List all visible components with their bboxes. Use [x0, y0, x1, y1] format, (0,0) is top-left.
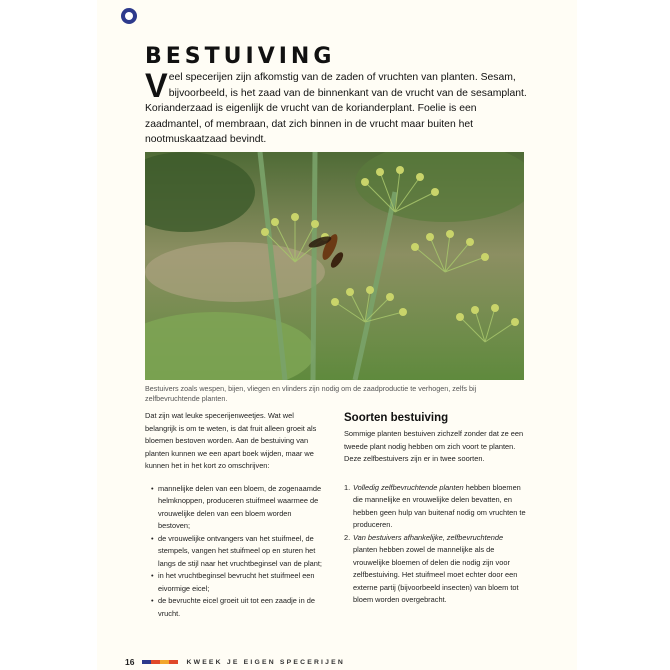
color-swatch — [151, 660, 160, 664]
page-footer — [125, 656, 345, 668]
pollination-types-list — [344, 482, 526, 607]
list-item: • de vrouwelijke ontvangers van het stuifmeel, de stempels, vangen het stuifmeel op en sturen het langs de stijl naar het vruchtbeginsel van de plant; — [151, 533, 325, 571]
item-italic: Van bestuivers afhankelijke, zelfbevruchtende — [353, 532, 504, 542]
running-title: KWEEK JE EIGEN SPECERIJEN — [186, 658, 345, 666]
right-paragraph: Sommige planten bestuiven zichzelf zonder dat ze een tweede plant nodig hebben om zich voort te planten. Deze zelfbestuivers zijn er in twee soorten. — [344, 429, 524, 463]
corner-badge-icon — [121, 8, 137, 24]
pollination-steps-list — [145, 483, 325, 621]
intro-paragraph — [145, 67, 530, 148]
right-column — [344, 410, 526, 607]
page-number: 16 — [125, 657, 135, 667]
color-swatch — [142, 660, 151, 664]
section-heading: Soorten bestuiving — [344, 412, 449, 424]
list-item: • de bevruchte eicel groeit uit tot een zaadje in de vrucht. — [151, 595, 325, 620]
list-item — [344, 482, 526, 532]
dill-photo — [145, 152, 524, 380]
color-bar — [142, 660, 178, 664]
list-item: • mannelijke delen van een bloem, de zogenaamde helmknoppen, produceren stuifmeel waarmee de vrouwelijke delen van een bloem worden bestoven; — [151, 483, 325, 533]
item-italic: Volledig zelfbevruchtende planten — [353, 482, 464, 492]
item-text: hebben bloemen die mannelijke en vrouwelijke delen bevatten, en hebben geen hulp van buitenaf nodig om vruchten te produceren. — [353, 482, 526, 529]
intro-text: eel specerijen zijn afkomstig van de zaden of vruchten van planten. Sesam, bijvoorbeeld, is het zaad van de binnenkant van de vrucht van de sesamplant. Korianderzaad is eigenlijk de vrucht van de korianderplant. Foelie is een zaadmantel, of membraan, dat zich binnen in de vrucht maar buiten het nootmuskaatzaad bevindt. — [145, 72, 527, 145]
color-swatch — [169, 660, 178, 664]
list-item — [344, 532, 526, 607]
color-swatch — [160, 660, 169, 664]
page-title: BESTUIVING — [145, 44, 336, 69]
photo-caption: Bestuivers zoals wespen, bijen, vliegen en vlinders zijn nodig om de zaadproductie te verhogen, zelfs bij zelfbevruchtende planten. — [145, 384, 477, 403]
item-number: 2. — [344, 532, 351, 542]
list-item: • in het vruchtbeginsel bevrucht het stuifmeel een eivormige eicel; — [151, 570, 325, 595]
left-paragraph: Dat zijn wat leuke specerijenweetjes. Wat wel belangrijk is om te weten, is dat fruit alleen groeit als bloemen bestoven worden. Aan de bestuiving van planten kunnen we een apart boek wijden, maar we kunnen het in het kort zo omschrijven: — [145, 411, 317, 470]
left-column — [145, 410, 325, 620]
item-text: planten hebben zowel de mannelijke als de vrouwelijke bloemen of delen die nodig zijn voor zelfbestuiving. Het stuifmeel moet echter door een externe partij (bijvoorbeeld insecten) van bloem tot bloem worden overgebracht. — [353, 545, 519, 604]
dropcap: V — [145, 67, 168, 105]
dill-photo-illustration — [145, 152, 524, 380]
item-number: 1. — [344, 482, 351, 492]
